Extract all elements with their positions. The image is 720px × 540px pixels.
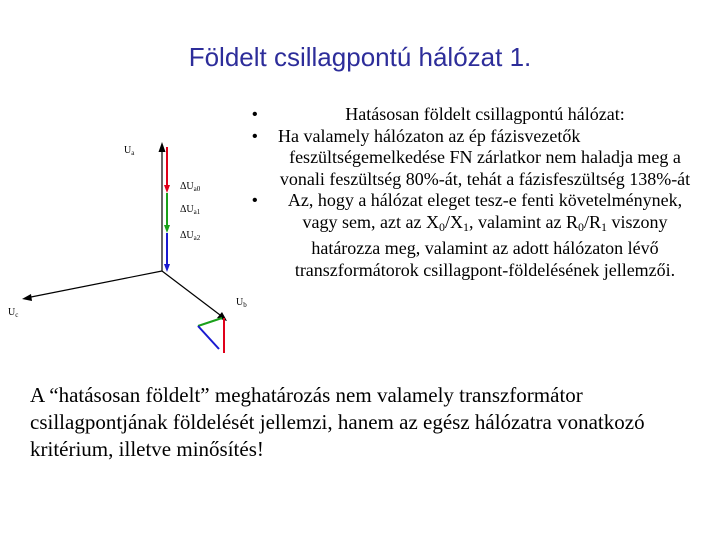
bullet-text: Hatásosan földelt csillagpontú hálózat: [345, 104, 625, 124]
sequence-arrowhead-negative [164, 264, 170, 272]
phasor-diagram [0, 120, 260, 360]
label-delta-u0: $\Delta U_{a0}$ [180, 181, 201, 193]
sequence-arrowhead-positive [164, 225, 170, 233]
label-uc: $U_c$ [8, 307, 19, 319]
bullet-item [252, 190, 692, 281]
bullet-text: Az, hogy a hálózat eleget tesz-e fenti követelménynek, vagy sem, azt az $X_0/X_1$, valamint az $R_0/R_1$ viszony határozza meg, valamint az adott hálózaton lévő transzformátorok csillagpont-földelésének jellemzői. [287, 190, 683, 280]
bullet-item [252, 126, 692, 191]
label-delta-u1: $\Delta U_{a1}$ [180, 204, 201, 216]
bullet-text: Ha valamely hálózaton az ép fázisvezetők [278, 125, 581, 146]
bullet-item [252, 104, 692, 126]
sequence-b-positive [198, 318, 222, 326]
bullet-text-continuation: feszültségemelkedése FN zárlatkor nem haladja meg a vonali feszültség 80%-át, tehát a fázisfeszültség 138%-át [279, 147, 691, 189]
slide-title: Földelt csillagpontú hálózat 1. [188, 42, 532, 72]
phasor-ua-arrowhead [159, 142, 166, 152]
phasor-uc-line [26, 271, 162, 298]
label-ua: $U_a$ [124, 145, 135, 157]
sequence-arrowhead-zero [164, 185, 170, 193]
bullet-dot: • [252, 192, 258, 209]
label-delta-u2: $\Delta U_{a2}$ [180, 230, 201, 242]
phasor-uc-arrowhead [22, 294, 32, 301]
bullet-list [252, 104, 692, 281]
bullet-dot: • [252, 127, 258, 145]
bullet-dot: • [252, 106, 258, 123]
label-ub: $U_b$ [236, 297, 247, 309]
sequence-b-negative [198, 326, 219, 349]
summary-text: A “hatásosan földelt” meghatározás nem valamely transzformátor csillagpontjának földelését jellemzi, hanem az egész hálózatra vonatkozó kritérium, illetve minősítés! [30, 383, 645, 461]
phasor-ub-line [162, 271, 224, 318]
